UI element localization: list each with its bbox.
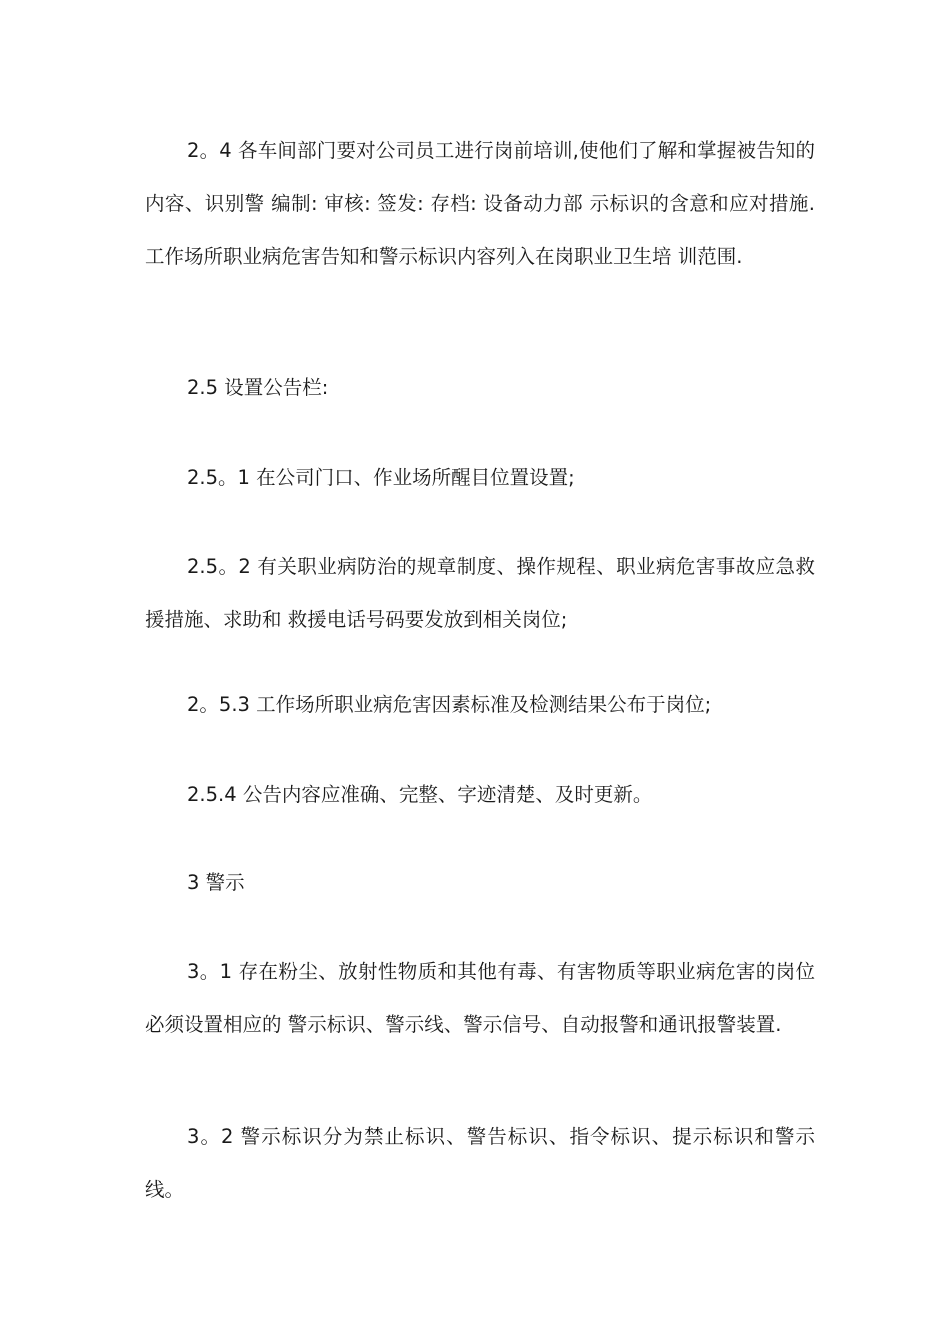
paragraph-2-5-4: 2.5.4 公告内容应准确、完整、字迹清楚、及时更新。 <box>187 783 653 806</box>
paragraph-3-1: 3。1 存在粉尘、放射性物质和其他有毒、有害物质等职业病危害的岗位必须设置相应的 警示标识、警示线、警示信号、自动报警和通讯报警装置. <box>145 960 815 1036</box>
paragraph-2-5: 2.5 设置公告栏: <box>187 376 329 399</box>
paragraph-3-2: 3。2 警示标识分为禁止标识、警告标识、指令标识、提示标识和警示线。 <box>145 1125 815 1201</box>
paragraph-2-5-3: 2。5.3 工作场所职业病危害因素标准及检测结果公布于岗位; <box>187 693 712 716</box>
paragraph-2-5-2: 2.5。2 有关职业病防治的规章制度、操作规程、职业病危害事故应急救援措施、求助和 救援电话号码要发放到相关岗位; <box>145 555 815 631</box>
paragraph-2-4: 2。4 各车间部门要对公司员工进行岗前培训,使他们了解和掌握被告知的内容、识别警 编制: 审核: 签发: 存档: 设备动力部 示标识的含意和应对措施.工作场所职业病危害告知和警示标识内容列入在岗职业卫生培 训范围. <box>145 139 815 268</box>
section-heading-3: 3 警示 <box>187 871 245 894</box>
paragraph-2-5-1: 2.5。1 在公司门口、作业场所醒目位置设置; <box>187 466 575 489</box>
